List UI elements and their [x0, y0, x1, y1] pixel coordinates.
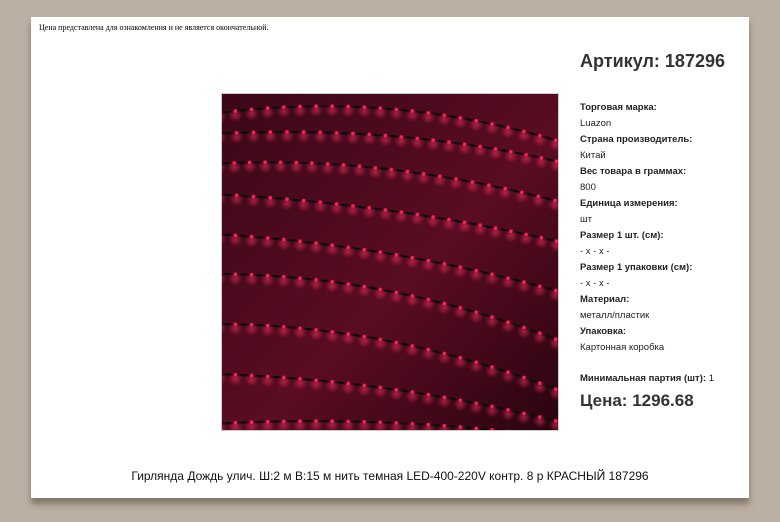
article-number	[580, 51, 725, 72]
price-label: Цена:	[580, 391, 628, 410]
spec-label: Размер 1 упаковки (см):	[580, 262, 693, 273]
spec-value: Китай	[580, 150, 606, 161]
spec-row	[580, 164, 740, 196]
article-label: Артикул:	[580, 51, 660, 71]
spec-value: 800	[580, 182, 596, 193]
min-batch	[580, 373, 714, 384]
spec-label: Единица измерения:	[580, 198, 678, 209]
spec-row	[580, 292, 740, 324]
spec-value: шт	[580, 214, 592, 225]
spec-label: Упаковка:	[580, 326, 627, 337]
spec-row	[580, 100, 740, 132]
spec-label: Вес товара в граммах:	[580, 166, 687, 177]
price	[580, 391, 694, 411]
spec-row	[580, 132, 740, 164]
specs-list	[580, 100, 740, 356]
spec-label: Торговая марка:	[580, 102, 657, 113]
spec-value: Luazon	[580, 118, 612, 129]
spec-label: Страна производитель:	[580, 134, 693, 145]
min-batch-value: 1	[708, 373, 714, 384]
product-title: Гирлянда Дождь улич. Ш:2 м В:15 м нить темная LED-400-220V контр. 8 р КРАСНЫЙ 187296	[131, 469, 649, 483]
spec-row	[580, 196, 740, 228]
spec-row	[580, 260, 740, 292]
spec-value: Картонная коробка	[580, 342, 665, 353]
led-garland-photo	[222, 94, 558, 430]
spec-row	[580, 324, 740, 356]
product-photo	[221, 93, 559, 431]
spec-row	[580, 228, 740, 260]
article-value: 187296	[664, 51, 725, 71]
spec-label: Материал:	[580, 294, 630, 305]
product-sheet	[31, 17, 749, 498]
spec-value: металл/пластик	[580, 310, 650, 321]
price-value: 1296.68	[632, 391, 694, 410]
spec-label: Размер 1 шт. (см):	[580, 230, 664, 241]
min-batch-label: Минимальная партия (шт):	[580, 373, 707, 384]
spec-value: - x - x -	[580, 278, 610, 289]
spec-value: - x - x -	[580, 246, 610, 257]
price-notice: Цена представлена для ознакомления и не является окончательной.	[39, 23, 269, 32]
